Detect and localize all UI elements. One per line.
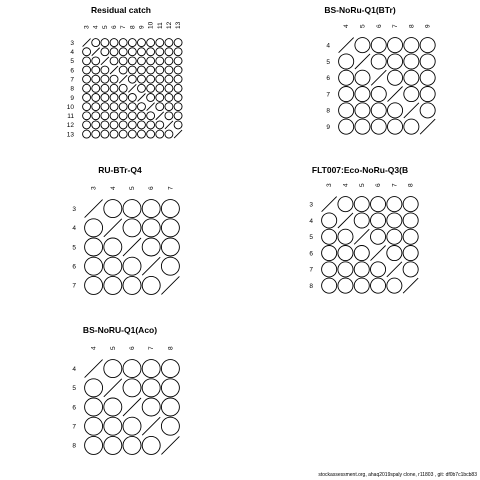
row-age-label: 6 (326, 75, 330, 83)
panel-title: RU-BTr-Q4 (98, 165, 142, 175)
correlation-circle (161, 379, 179, 397)
column-age-label: 6 (111, 25, 119, 29)
row-age-label: 3 (309, 201, 313, 209)
diagonal-mark (142, 417, 160, 435)
column-age-label: 7 (120, 25, 128, 29)
column-age-label: 3 (326, 183, 334, 187)
diagonal-mark (85, 360, 103, 378)
row-age-label: 7 (72, 423, 76, 431)
row-age-label: 6 (72, 404, 76, 412)
column-age-label: 3 (83, 25, 91, 29)
column-age-label: 8 (407, 183, 415, 187)
correlation-circle (85, 379, 103, 397)
correlation-circle (104, 398, 122, 416)
column-age-label: 8 (167, 346, 175, 350)
row-age-label: 3 (70, 39, 74, 47)
row-age-label: 7 (72, 282, 76, 290)
column-age-label: 6 (148, 186, 156, 190)
column-age-label: 8 (408, 24, 416, 28)
correlation-circle (85, 417, 103, 435)
correlation-circle (123, 417, 141, 435)
column-age-label: 9 (424, 24, 432, 28)
correlation-circle (142, 436, 160, 454)
column-age-label: 5 (129, 186, 136, 190)
row-age-label: 4 (70, 49, 74, 57)
row-age-label: 10 (66, 103, 74, 111)
correlation-circle (161, 398, 179, 416)
column-age-label: 13 (175, 21, 183, 29)
diagonal-mark (123, 398, 141, 416)
correlation-circle (85, 436, 103, 454)
column-age-label: 9 (138, 25, 146, 29)
panel-title: Residual catch (91, 5, 151, 15)
row-age-label: 13 (66, 131, 74, 139)
row-age-label: 5 (72, 385, 76, 393)
row-age-label: 6 (70, 67, 74, 75)
column-age-label: 4 (92, 25, 100, 29)
row-age-label: 5 (326, 58, 330, 66)
column-age-label: 5 (101, 25, 109, 29)
correlation-circle (123, 436, 141, 454)
column-age-label: 3 (90, 186, 98, 190)
row-age-label: 3 (72, 205, 76, 213)
row-age-label: 5 (70, 58, 74, 66)
column-age-label: 4 (342, 183, 350, 187)
correlation-circle (104, 436, 122, 454)
row-age-label: 4 (309, 217, 313, 225)
column-age-label: 8 (129, 25, 137, 29)
column-age-label: 7 (167, 186, 175, 190)
column-age-label: 5 (358, 183, 366, 187)
row-age-label: 7 (309, 266, 313, 274)
row-age-label: 5 (72, 244, 76, 252)
row-age-label: 8 (309, 282, 313, 290)
correlation-circle (161, 360, 179, 378)
column-age-label: 11 (156, 22, 164, 29)
column-age-label: 5 (109, 346, 117, 350)
correlation-circle (142, 379, 160, 397)
correlation-circle (161, 417, 179, 435)
diagonal-mark (161, 436, 179, 454)
column-age-label: 12 (165, 21, 173, 29)
column-age-label: 4 (109, 186, 117, 190)
row-age-label: 8 (70, 85, 74, 93)
column-age-label: 7 (148, 346, 156, 350)
correlation-circle (123, 360, 141, 378)
row-age-label: 7 (70, 76, 74, 84)
row-age-label: 8 (72, 442, 76, 450)
correlation-circle (85, 398, 103, 416)
row-age-label: 9 (70, 94, 74, 102)
row-age-label: 8 (326, 107, 330, 115)
correlation-circle (142, 398, 160, 416)
column-age-label: 7 (391, 183, 399, 187)
correlation-circle (104, 417, 122, 435)
column-age-label: 6 (375, 24, 383, 28)
row-age-label: 4 (72, 365, 76, 373)
row-age-label: 4 (326, 42, 330, 50)
row-age-label: 11 (67, 113, 74, 121)
row-age-label: 5 (309, 234, 313, 242)
column-age-label: 4 (343, 24, 351, 28)
row-age-label: 7 (326, 91, 330, 99)
column-age-label: 6 (375, 183, 383, 187)
column-age-label: 10 (147, 21, 155, 29)
row-age-label: 4 (72, 225, 76, 233)
row-age-label: 6 (72, 263, 76, 271)
correlation-circle (123, 379, 141, 397)
column-age-label: 5 (359, 24, 367, 28)
row-age-label: 6 (309, 250, 313, 258)
row-age-label: 12 (66, 122, 74, 130)
correlation-circle (142, 360, 160, 378)
column-age-label: 4 (90, 346, 98, 350)
correlation-circle (104, 360, 122, 378)
diagonal-mark (104, 379, 122, 397)
row-age-label: 9 (326, 123, 330, 131)
column-age-label: 6 (129, 346, 136, 350)
panel-title: BS-NoRU-Q1(Aco) (82, 325, 158, 335)
footer-credit: stockassessment.org, ahaq2019spaly clone, r11803 , git: df0b7c1bcb83 (318, 472, 477, 478)
panel-title: BS-NoRu-Q1(BTr) (324, 5, 396, 15)
column-age-label: 7 (392, 24, 400, 28)
panel-title: FLT007:Eco-NoRu-Q3(B (311, 165, 409, 175)
